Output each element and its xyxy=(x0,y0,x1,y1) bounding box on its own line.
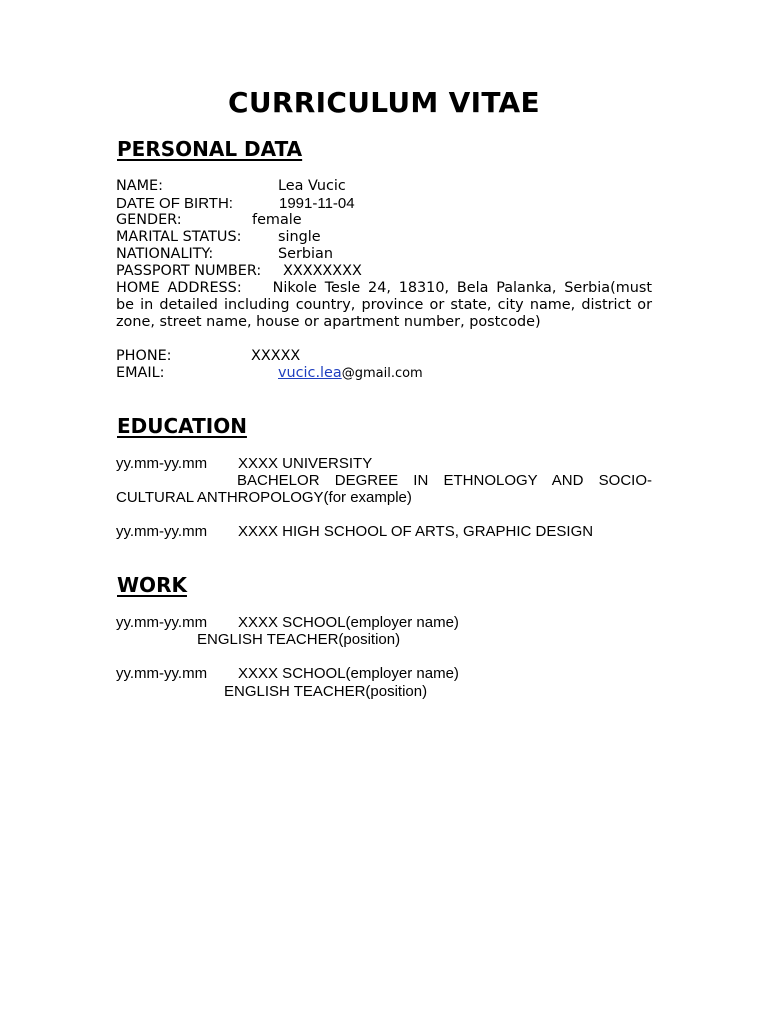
email-value xyxy=(278,365,423,382)
phone-label: PHONE: xyxy=(116,348,172,364)
education-heading: EDUCATION xyxy=(117,414,247,438)
dob-label: DATE OF BIRTH: xyxy=(116,195,233,212)
nationality-label: NATIONALITY: xyxy=(116,246,214,262)
home-address xyxy=(116,280,652,331)
phone-value: XXXXX xyxy=(251,348,301,364)
work-dates-1: yy.mm-yy.mm xyxy=(116,614,208,631)
education-degree-line2: CULTURAL ANTHROPOLOGY(for example) xyxy=(116,489,412,506)
gender-value: female xyxy=(252,212,302,228)
passport-label: PASSPORT NUMBER: xyxy=(116,263,262,279)
education-dates-1: yy.mm-yy.mm xyxy=(116,455,208,472)
personal-data-heading: PERSONAL DATA xyxy=(117,137,303,161)
education-institution-2: XXXX HIGH SCHOOL OF ARTS, GRAPHIC DESIGN xyxy=(238,523,594,540)
address-label: HOME ADDRESS: xyxy=(116,280,242,296)
education-degree-line1: BACHELOR DEGREE IN ETHNOLOGY AND SOCIO- xyxy=(237,472,652,489)
marital-value: single xyxy=(278,229,321,245)
nationality-value: Serbian xyxy=(278,246,333,262)
work-employer-2: XXXX SCHOOL(employer name) xyxy=(238,665,459,682)
work-employer-1: XXXX SCHOOL(employer name) xyxy=(238,614,459,631)
name-value: Lea Vucic xyxy=(278,178,346,194)
passport-value: XXXXXXXX xyxy=(283,263,362,279)
email-domain: @gmail.com xyxy=(341,366,423,381)
marital-label: MARITAL STATUS: xyxy=(116,229,242,245)
work-position-1: ENGLISH TEACHER(position) xyxy=(197,631,401,648)
education-institution-1: XXXX UNIVERSITY xyxy=(238,455,373,472)
work-heading: WORK xyxy=(117,573,187,597)
email-link[interactable]: vucic.lea xyxy=(278,365,342,381)
gender-label: GENDER: xyxy=(116,212,182,228)
work-position-2: ENGLISH TEACHER(position) xyxy=(224,683,428,700)
page-title: CURRICULUM VITAE xyxy=(228,86,540,119)
education-dates-2: yy.mm-yy.mm xyxy=(116,523,208,540)
dob-value: 1991-11-04 xyxy=(279,195,355,212)
work-dates-2: yy.mm-yy.mm xyxy=(116,665,208,682)
email-label: EMAIL: xyxy=(116,365,165,381)
name-label: NAME: xyxy=(116,178,163,194)
address-value: Nikole Tesle 24, 18310, Bela Palanka, Serbia(must be in detailed including country, province or state, city name, district or zone, street name, house or apartment number, postcode) xyxy=(116,280,652,330)
